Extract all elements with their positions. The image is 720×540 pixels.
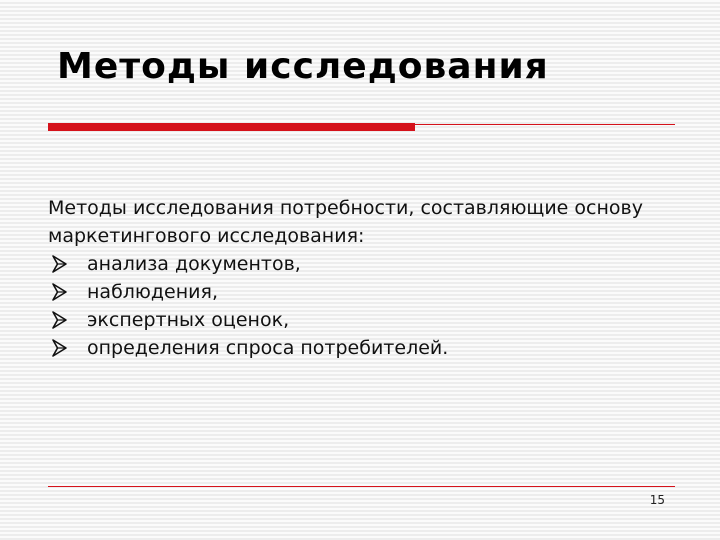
footer-rule [48, 486, 675, 487]
intro-line-1: Методы исследования потребности, составляющие основу [48, 197, 643, 219]
list-item [48, 306, 678, 334]
bullet-text: анализа документов, [87, 253, 301, 275]
arrowhead-bullet-icon [48, 309, 72, 331]
arrowhead-bullet-icon [48, 281, 72, 303]
bullet-text: определения спроса потребителей. [87, 337, 449, 359]
intro-line-2: маркетингового исследования: [48, 225, 365, 247]
bullet-text: наблюдения, [87, 281, 218, 303]
arrowhead-bullet-icon [48, 337, 72, 359]
slide-body [48, 194, 678, 362]
list-item [48, 250, 678, 278]
title-underline-thick [48, 123, 415, 131]
slide-title: Методы исследования [57, 46, 549, 87]
arrowhead-bullet-icon [48, 253, 72, 275]
list-item [48, 278, 678, 306]
bullet-list [48, 250, 678, 362]
title-underline-thin [415, 124, 675, 125]
list-item [48, 334, 678, 362]
page-number: 15 [649, 493, 665, 507]
bullet-text: экспертных оценок, [87, 309, 290, 331]
